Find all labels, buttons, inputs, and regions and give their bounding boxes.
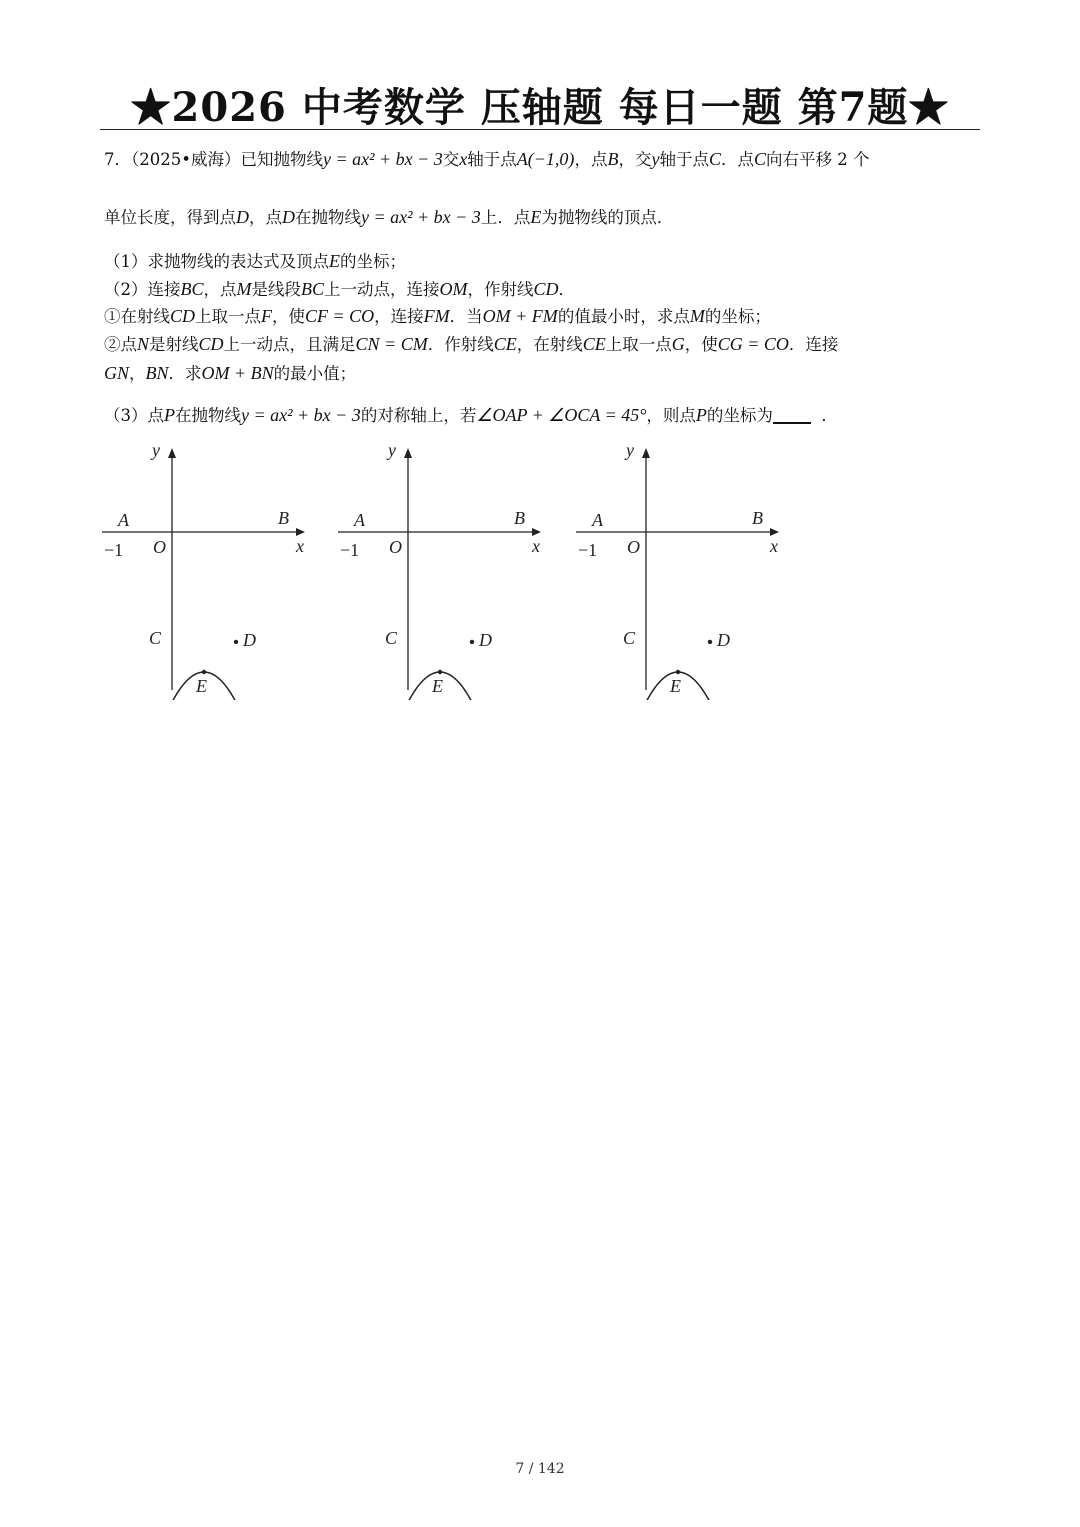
text: ． — [821, 406, 838, 425]
equation-cn-cm: CN = CM — [355, 334, 428, 354]
equation-cg-co: CG = CO — [717, 334, 789, 354]
label-b: B — [278, 508, 289, 528]
label-d: D — [479, 630, 492, 650]
y-axis-arrow-icon — [168, 448, 176, 458]
text: 上．点 — [480, 208, 531, 227]
text: ，使 — [272, 307, 306, 326]
label-b: B — [514, 508, 525, 528]
text: 是射线 — [149, 335, 199, 354]
label-minus-one: −1 — [340, 540, 360, 560]
point-e-dot — [438, 670, 442, 674]
y-axis-arrow-icon — [404, 448, 412, 458]
text: 在抛物线 — [295, 208, 361, 227]
ray-ce: CE — [582, 334, 606, 354]
text: ，点 — [249, 208, 282, 227]
text: ，作射线 — [467, 280, 534, 299]
label-minus-one: −1 — [578, 540, 598, 560]
text: ．求 — [168, 364, 202, 383]
point-p: P — [164, 405, 175, 425]
text: ②点 — [104, 335, 137, 354]
text: ， — [129, 364, 146, 383]
text: 交 — [442, 150, 460, 169]
point-d-dot — [470, 640, 474, 644]
text: ． — [558, 280, 576, 299]
label-o: O — [627, 537, 640, 557]
var-y: y — [651, 149, 660, 169]
label-o: O — [389, 537, 402, 557]
label-c: C — [149, 628, 162, 648]
text: 的坐标； — [340, 252, 406, 271]
text: 上取一点 — [605, 335, 672, 354]
equation-cf-co: CF = CO — [305, 306, 375, 326]
parabola-figure-3 — [574, 440, 784, 700]
parabola-svg — [100, 440, 310, 700]
text: （3）点 — [104, 406, 164, 425]
text: ①在射线 — [104, 307, 170, 326]
x-axis-arrow-icon — [770, 528, 779, 536]
label-y: y — [152, 440, 160, 460]
problem-number: 7． — [104, 150, 131, 169]
text: ，使 — [684, 335, 718, 354]
parabola-figure-2 — [336, 440, 546, 700]
text: 单位长度，得到点 — [104, 208, 236, 227]
text: 轴于点 — [467, 150, 517, 169]
parabola-svg — [574, 440, 784, 700]
question-2-part-2 — [104, 331, 984, 355]
label-minus-one: −1 — [104, 540, 124, 560]
point-c: C — [708, 149, 721, 169]
point-e-dot — [676, 670, 680, 674]
point-m: M — [236, 279, 252, 299]
ray-cd: CD — [170, 306, 196, 326]
segment-bc: BC — [301, 279, 325, 299]
title-divider — [100, 129, 980, 130]
text: ，点 — [574, 150, 608, 169]
text: 轴于点 — [659, 150, 709, 169]
text: ，点 — [203, 280, 237, 299]
label-y: y — [388, 440, 396, 460]
point-e: E — [329, 251, 340, 271]
y-axis-arrow-icon — [642, 448, 650, 458]
ray-cd: CD — [533, 279, 559, 299]
text: （2）连接 — [104, 280, 181, 299]
point-f: F — [261, 306, 273, 326]
point-n: N — [137, 334, 150, 354]
text: ，交 — [618, 150, 652, 169]
text: ．作射线 — [427, 335, 494, 354]
segment-fm: FM — [423, 306, 450, 326]
point-m: M — [689, 306, 705, 326]
label-x: x — [770, 536, 778, 556]
question-3 — [104, 402, 984, 426]
text: 已知抛物线 — [240, 150, 323, 169]
text: 上一动点，且满足 — [223, 335, 356, 354]
text: 上取一点 — [195, 307, 262, 326]
label-e: E — [432, 676, 443, 696]
text: 是线段 — [251, 280, 302, 299]
label-c: C — [385, 628, 398, 648]
label-a: A — [118, 510, 129, 530]
text: 的最小值； — [273, 364, 357, 383]
ray-cd: CD — [198, 334, 224, 354]
x-axis-arrow-icon — [296, 528, 305, 536]
label-o: O — [153, 537, 166, 557]
text: 在抛物线 — [175, 406, 241, 425]
segment-bn: BN — [145, 363, 169, 383]
label-d: D — [243, 630, 256, 650]
page-title: ★2026 中考数学 压轴题 每日一题 第7题★ — [130, 84, 950, 131]
segment-gn: GN — [104, 363, 130, 383]
text: ，在射线 — [516, 335, 583, 354]
question-2-part-2-cont — [104, 360, 984, 384]
point-g: G — [671, 334, 685, 354]
problem-source: （2025•威海） — [131, 150, 241, 169]
parabola-svg — [336, 440, 546, 700]
text: 向右平移 2 个 — [765, 150, 870, 169]
question-1 — [104, 248, 984, 272]
point-e: E — [530, 207, 542, 227]
text: ，连接 — [374, 307, 424, 326]
label-y: y — [626, 440, 634, 460]
question-2-part-1 — [104, 303, 984, 327]
point-d: D — [236, 207, 249, 227]
parabola-equation: y = ax² + bx − 3 — [361, 207, 481, 227]
point-p: P — [695, 405, 707, 425]
parabola-equation: y = ax² + bx − 3 — [241, 405, 361, 425]
text: 为抛物线的顶点． — [541, 208, 674, 227]
text: 的坐标为 — [706, 406, 773, 425]
text: ．点 — [720, 150, 754, 169]
parabola-equation: y = ax² + bx − 3 — [322, 149, 443, 169]
label-x: x — [296, 536, 304, 556]
question-2 — [104, 276, 984, 300]
var-x: x — [459, 149, 468, 169]
point-d: D — [282, 207, 295, 227]
x-axis-arrow-icon — [532, 528, 541, 536]
label-a: A — [354, 510, 365, 530]
figure-row — [100, 440, 800, 700]
text: ．连接 — [788, 335, 839, 354]
label-e: E — [196, 676, 207, 696]
segment-om: OM — [439, 279, 468, 299]
ray-ce: CE — [493, 334, 517, 354]
point-d-dot — [708, 640, 712, 644]
label-e: E — [670, 676, 681, 696]
text: 的对称轴上，若 — [360, 406, 477, 425]
point-a: A(−1,0) — [516, 149, 575, 169]
parabola-figure-1 — [100, 440, 310, 700]
expression-om-bn: OM + BN — [201, 363, 274, 383]
text: 上一动点，连接 — [324, 280, 440, 299]
problem-line-2 — [104, 204, 984, 228]
expression-om-fm: OM + FM — [482, 306, 558, 326]
page-number: 7 / 142 — [515, 1461, 565, 1477]
problem-line-1 — [104, 146, 984, 170]
label-a: A — [592, 510, 603, 530]
label-d: D — [717, 630, 730, 650]
text: （1）求抛物线的表达式及顶点 — [104, 252, 329, 271]
text: 的坐标； — [704, 307, 771, 326]
text: ，则点 — [646, 406, 696, 425]
point-e-dot — [202, 670, 206, 674]
point-b: B — [607, 149, 619, 169]
point-d-dot — [234, 640, 238, 644]
text: ．当 — [449, 307, 483, 326]
label-x: x — [532, 536, 540, 556]
segment-bc: BC — [180, 279, 204, 299]
label-c: C — [623, 628, 636, 648]
label-b: B — [752, 508, 763, 528]
answer-blank[interactable] — [773, 422, 811, 424]
text: 的值最小时，求点 — [557, 307, 690, 326]
point-c: C — [753, 149, 766, 169]
angle-condition: ∠OAP + ∠OCA = 45° — [476, 405, 647, 425]
